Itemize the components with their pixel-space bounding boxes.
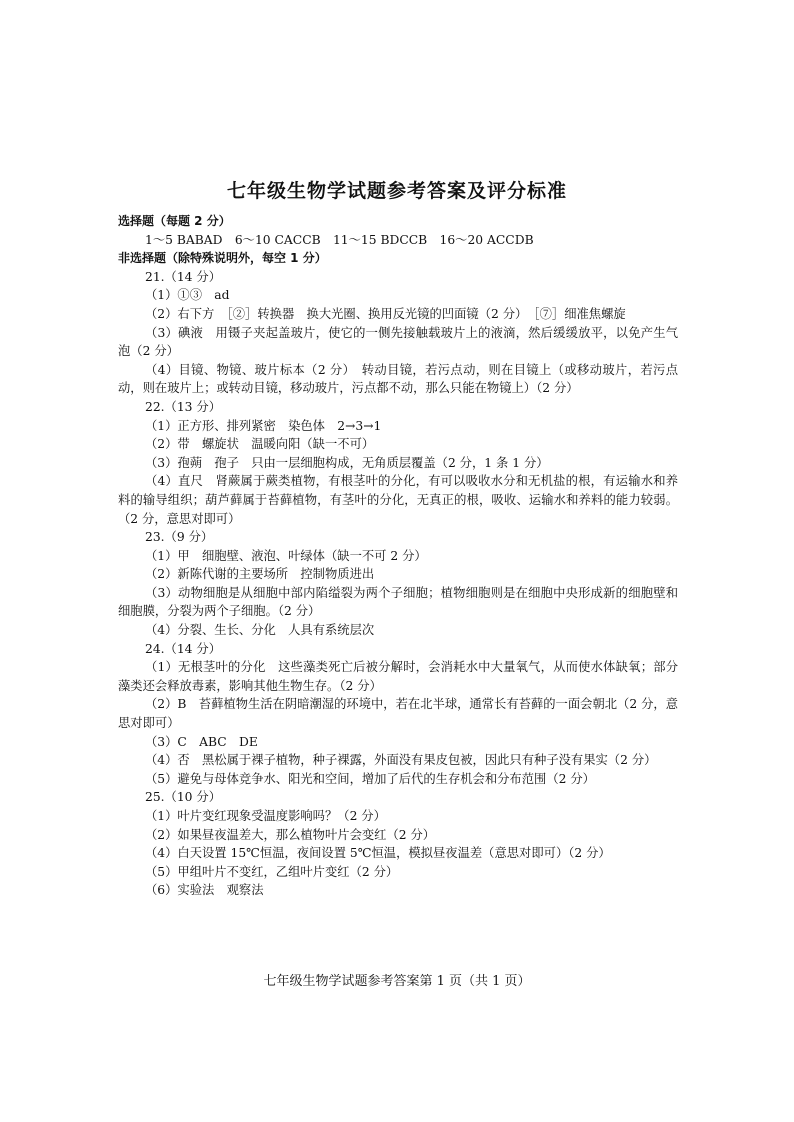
q22-3: （3）孢蒴 孢子 只由一层细胞构成，无角质层覆盖（2 分，1 条 1 分）	[145, 455, 549, 470]
q24-1: （1）无根茎叶的分化 这些藻类死亡后被分解时，会消耗水中大量氧气，从而使水体缺氧；部分藻类还会释放毒素，影响其他生物生存。（2 分）	[118, 660, 678, 693]
q25-6: （6）实验法 观察法	[145, 883, 264, 898]
q23-3: （3）动物细胞是从细胞中部内陷缢裂为两个子细胞；植物细胞则是在细胞中央形成新的细胞壁和细胞膜，分裂为两个子细胞。（2 分）	[118, 585, 678, 619]
q25-5: （5）甲组叶片不变红，乙组叶片变红（2 分）	[145, 864, 399, 879]
q24-3: （3）C ABC DE	[145, 734, 258, 749]
choice-section-header: 选择题（每题 2 分）	[118, 214, 231, 228]
page-title: 七年级生物学试题参考答案及评分标准	[226, 180, 567, 202]
q24-4: （4）否 黑松属于裸子植物，种子裸露，外面没有果皮包被，因此只有种子没有果实（2 分）	[145, 753, 657, 768]
q22-2: （2）带 螺旋状 温暖向阳（缺一不可）	[145, 437, 375, 452]
q25-header: 25.（10 分）	[145, 790, 222, 805]
q21-2: （2）右下方 ［②］转换器 换大光圈、换用反光镜的凹面镜（2 分） ［⑦］细准焦螺旋	[145, 306, 626, 321]
q21-1: （1）①③ ad	[145, 288, 230, 303]
q25-4: （4）白天设置 15℃恒温，夜间设置 5℃恒温，模拟昼夜温差（意思对即可）（2 分）	[145, 846, 611, 861]
q25-2: （2）如果昼夜温差大，那么植物叶片会变红（2 分）	[145, 827, 436, 842]
q22-header: 22.（13 分）	[145, 399, 222, 414]
q21-header: 21.（14 分）	[145, 269, 222, 284]
q24-header: 24.（14 分）	[145, 641, 222, 656]
q25-1: （1）叶片变红现象受温度影响吗？（2 分）	[145, 809, 386, 823]
q23-1: （1）甲 细胞壁、液泡、叶绿体（缺一不可 2 分）	[145, 548, 427, 563]
q21-3: （3）碘液 用镊子夹起盖玻片，使它的一侧先接触载玻片上的液滴，然后缓缓放平，以免产生气泡（2 分）	[118, 325, 678, 359]
q24-5: （5）避免与母体竞争水、阳光和空间，增加了后代的生存机会和分布范围（2 分）	[145, 771, 595, 786]
q23-2: （2）新陈代谢的主要场所 控制物质进出	[145, 567, 375, 582]
q23-4: （4）分裂、生长、分化 人具有系统层次	[145, 623, 375, 638]
choice-answers: 1～5 BABAD 6～10 CACCB 11～15 BDCCB 16～20 ACCDB	[145, 232, 534, 247]
page-footer: 七年级生物学试题参考答案第 1 页（共 1 页）	[263, 974, 531, 989]
q22-1: （1）正方形、排列紧密 染色体 2→3→1	[145, 418, 382, 433]
nonchoice-section-header: 非选择题（除特殊说明外，每空 1 分）	[118, 251, 327, 266]
q22-4: （4）直尺 肾蕨属于蕨类植物，有根茎叶的分化，有可以吸收水分和无机盐的根，有运输水和养料的输导组织；葫芦藓属于苔藓植物，有茎叶的分化，无真正的根，吸收、运输水和养料的能力较弱。（2 分，意思对即可）	[118, 474, 678, 526]
q23-header: 23.（9 分）	[145, 530, 214, 545]
q24-2: （2）B 苔藓植物生活在阴暗潮湿的环境中，若在北半球，通常长有苔藓的一面会朝北（2 分，意思对即可）	[118, 697, 678, 731]
answer-content	[118, 212, 678, 900]
q21-4: （4）目镜、物镜、玻片标本（2 分） 转动目镜，若污点动，则在目镜上（或移动玻片，若污点动，则在玻片上；或转动目镜，移动玻片，污点都不动，那么只能在物镜上）（2 分）	[118, 362, 678, 396]
